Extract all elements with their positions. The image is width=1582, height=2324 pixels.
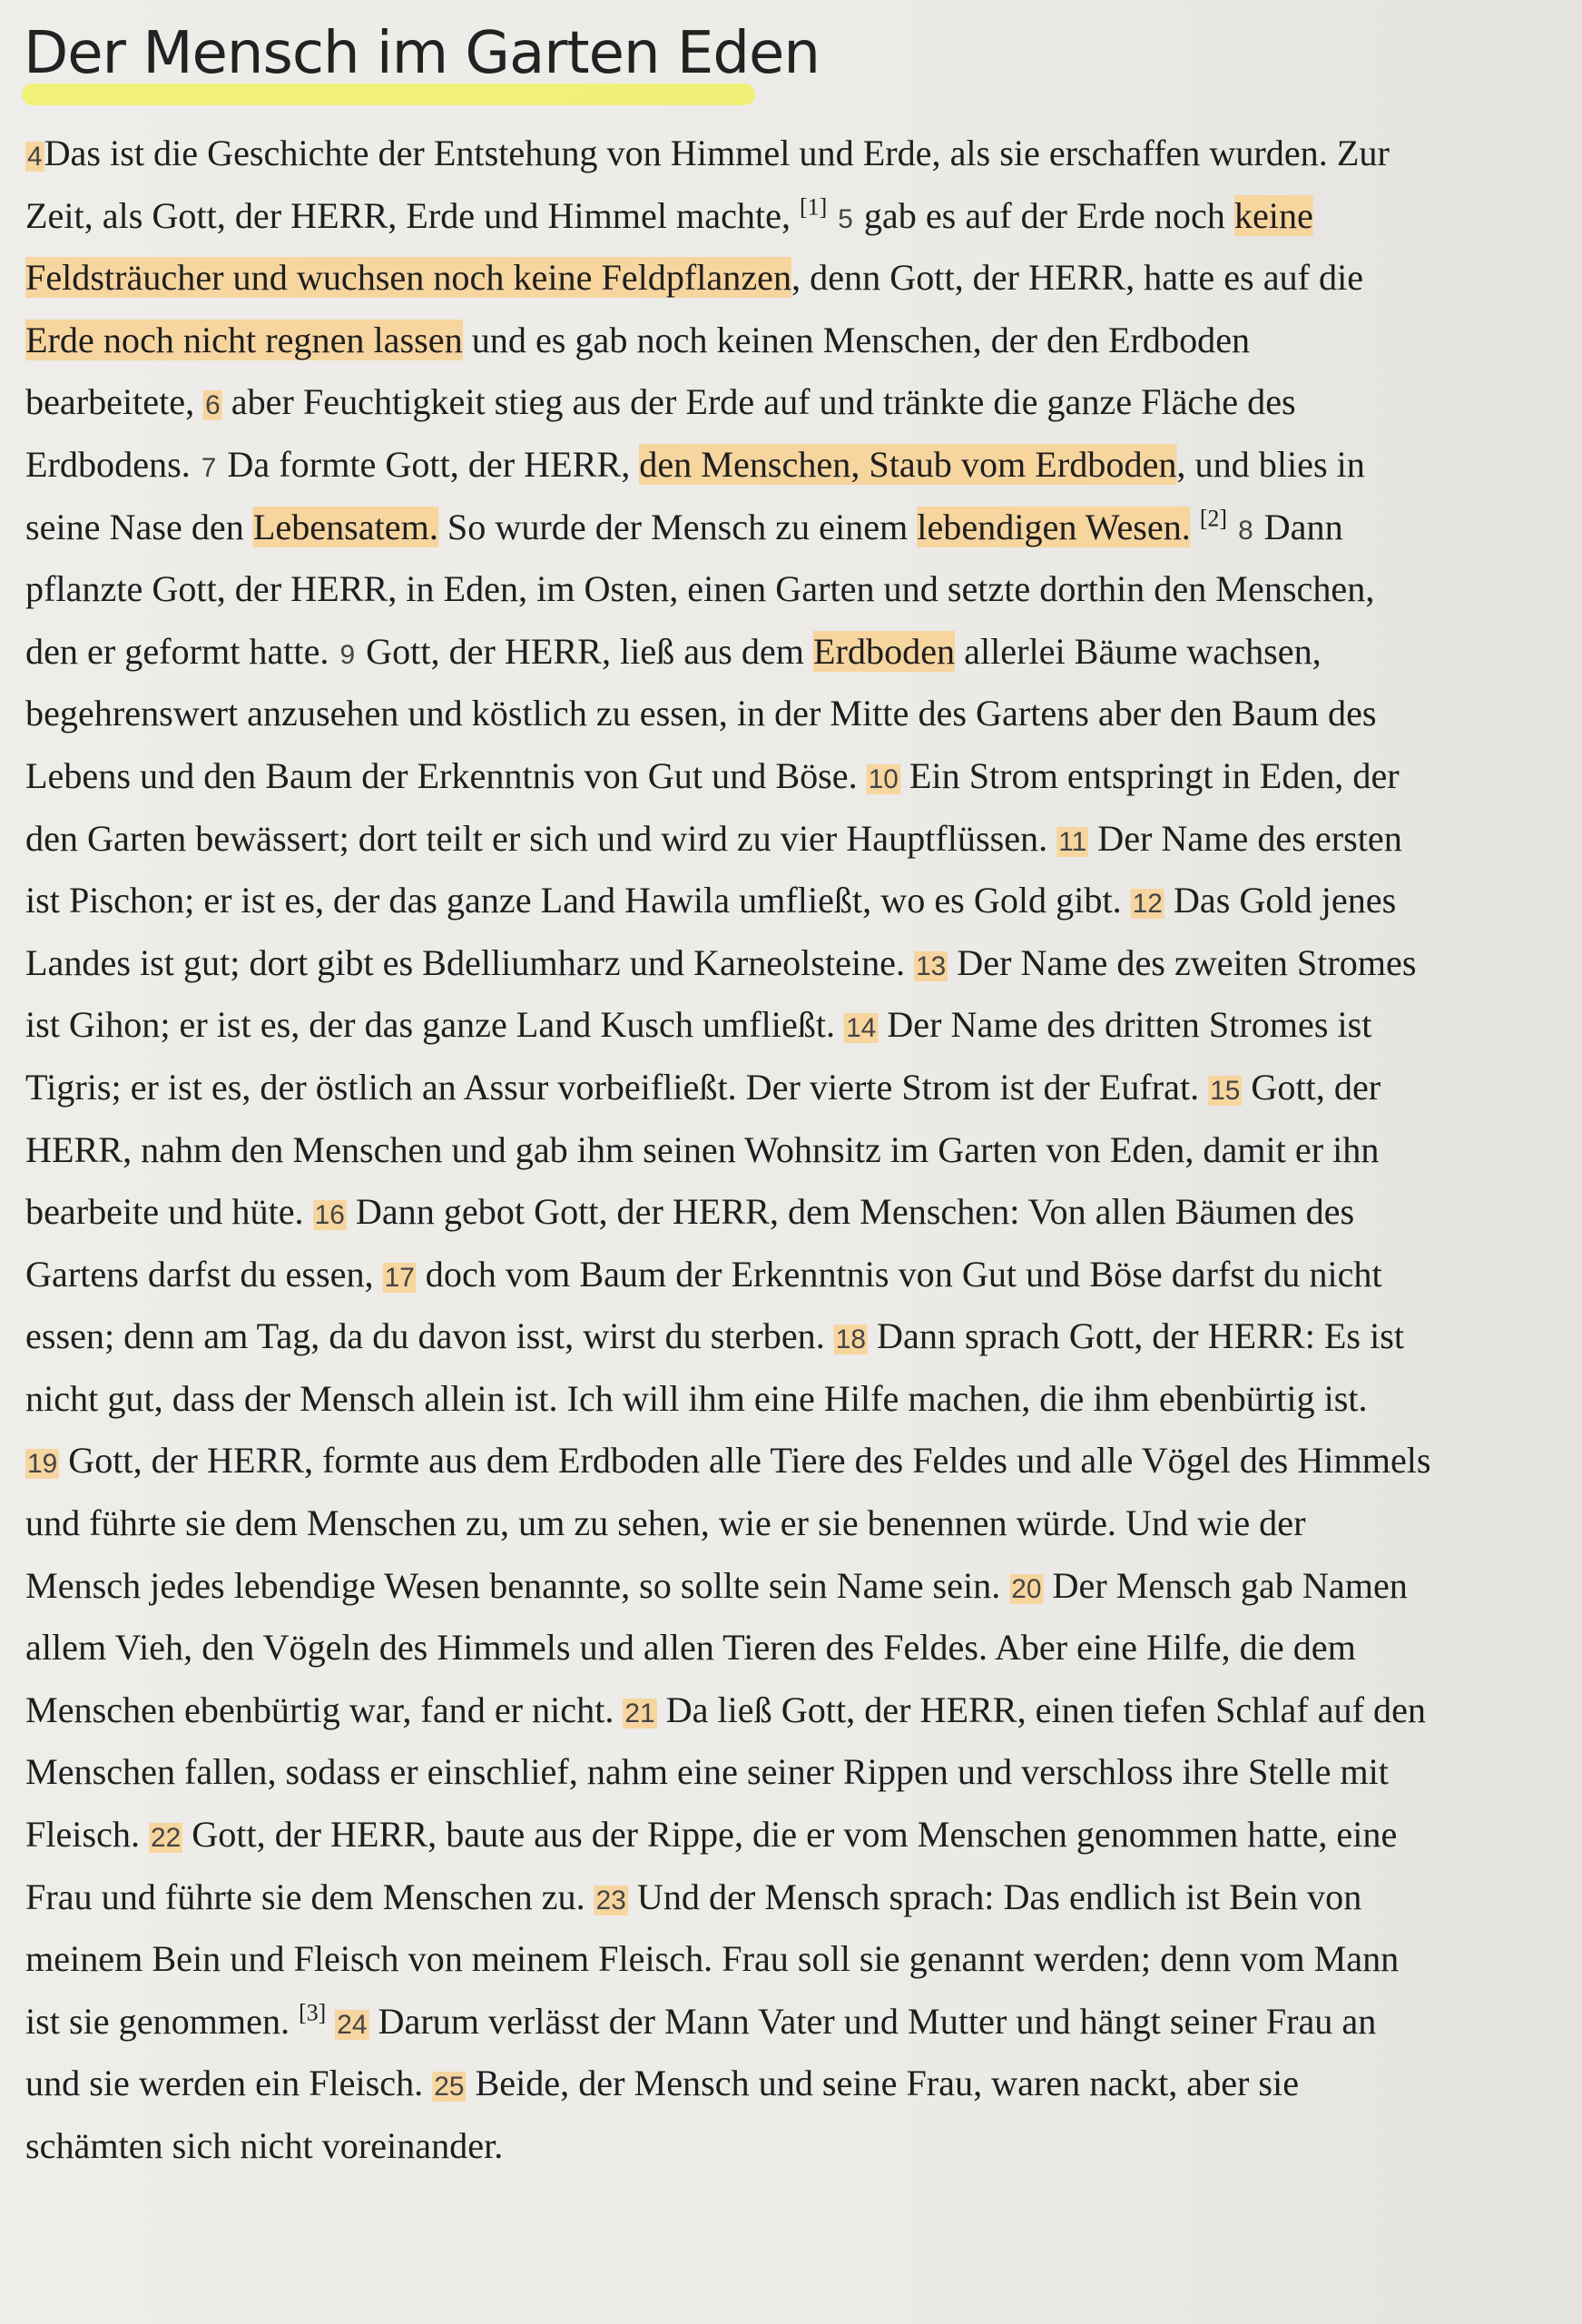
text-line — [25, 2053, 1559, 2115]
text-segment: und sie werden ein Fleisch. — [25, 2063, 433, 2104]
text-segment — [326, 2001, 335, 2042]
text-segment: Tigris; er ist es, der östlich an Assur vorbeifließt. Der vierte Strom ist der Eufrat. — [25, 1066, 1209, 1108]
verse-number: 16 — [314, 1200, 345, 1231]
text-line — [25, 123, 1559, 185]
text-segment: Menschen fallen, sodass er einschlief, nahm eine seiner Rippen und verschloss ihre Stelle mit — [25, 1751, 1389, 1793]
text-segment: ist sie genommen. — [25, 2000, 300, 2042]
text-segment: allem Vieh, den Vögeln des Himmels und allen Tieren des Feldes. Aber eine Hilfe, die dem — [25, 1627, 1356, 1669]
verse-number: 18 — [835, 1324, 866, 1355]
text-line — [25, 683, 1559, 745]
text-segment: Da formte Gott, der HERR, — [218, 443, 640, 485]
verse-number: 22 — [151, 1823, 182, 1854]
text-segment: Mensch jedes lebendige Wesen benannte, so sollte sein Name sein. — [25, 1564, 1010, 1606]
text-segment: Ein Strom entspringt in Eden, der — [899, 754, 1400, 796]
highlighted-text: lebendigen Wesen. — [917, 506, 1191, 547]
text-line — [25, 1368, 1559, 1431]
highlighted-text: Erdboden — [813, 630, 956, 672]
verse-number: 15 — [1210, 1075, 1241, 1106]
text-segment: So wurde der Mensch zu einem — [437, 506, 918, 547]
text-segment: essen; denn am Tag, da du davon isst, wirst du sterben. — [25, 1315, 834, 1357]
verse-number: 12 — [1132, 889, 1163, 920]
text-line — [25, 1928, 1559, 1991]
footnote-marker: [1] — [800, 193, 828, 221]
text-line — [25, 1430, 1559, 1492]
text-segment: Gartens darfst du essen, — [25, 1253, 383, 1295]
footnote-marker: [3] — [299, 1999, 327, 2026]
text-line — [25, 1244, 1559, 1306]
text-segment: Frau und führte sie dem Menschen zu. — [25, 1876, 594, 1917]
verse-number: 21 — [624, 1698, 655, 1728]
text-segment: Der Name des zweiten Stromes — [948, 941, 1417, 983]
text-line — [25, 1804, 1559, 1866]
text-segment: Der Name des ersten — [1088, 817, 1402, 859]
text-segment: ist Pischon; er ist es, der das ganze Land Hawila umfließt, wo es Gold gibt. — [25, 880, 1131, 921]
verse-number: 13 — [916, 950, 947, 981]
text-segment: Dann gebot Gott, der HERR, dem Menschen: Von allen Bäumen des — [346, 1191, 1355, 1233]
text-segment: Gott, der HERR, baute aus der Rippe, die er vom Menschen genommen hatte, eine — [182, 1814, 1398, 1856]
text-segment: Dann sprach Gott, der HERR: Es ist — [867, 1315, 1405, 1357]
text-segment: ist Gihon; er ist es, der das ganze Land Kusch umfließt. — [25, 1004, 845, 1046]
text-segment: schämten sich nicht voreinander. — [25, 2125, 504, 2166]
text-segment: und führte sie dem Menschen zu, um zu sehen, wie er sie benennen würde. Und wie der — [25, 1502, 1306, 1544]
text-segment: Der Name des dritten Stromes ist — [878, 1004, 1372, 1046]
text-segment: Darum verlässt der Mann Vater und Mutter und hängt seiner Frau an — [368, 2000, 1377, 2042]
text-segment — [1227, 507, 1236, 547]
highlighted-text: Lebensatem. — [252, 506, 438, 547]
text-segment — [1191, 507, 1200, 547]
text-line — [25, 371, 1559, 434]
text-segment: , und blies in — [1176, 443, 1365, 485]
verse-number: 20 — [1011, 1573, 1042, 1604]
verse-number: 19 — [26, 1449, 58, 1480]
text-segment: Menschen ebenbürtig war, fand er nicht. — [25, 1689, 624, 1730]
text-segment: Und der Mensch sprach: Das endlich ist Bein von — [627, 1876, 1362, 1917]
verse-number: 23 — [595, 1885, 626, 1915]
verse-number: 8 — [1238, 515, 1253, 546]
text-segment: aber Feuchtigkeit stieg aus der Erde auf und tränkte die ganze Fläche des — [221, 381, 1296, 423]
text-line — [25, 1679, 1559, 1742]
verse-number: 24 — [337, 2009, 368, 2040]
text-segment: meinem Bein und Fleisch von meinem Fleisch. Frau soll sie genannt werden; denn vom Mann — [25, 1938, 1400, 1980]
text-line — [25, 1617, 1559, 1679]
text-segment: Das Gold jenes — [1164, 880, 1397, 921]
text-line — [25, 558, 1559, 621]
text-line — [25, 1057, 1559, 1119]
text-line — [25, 1305, 1559, 1368]
text-segment: Fleisch. — [25, 1814, 150, 1856]
text-segment: nicht gut, dass der Mensch allein ist. Ich will ihm eine Hilfe machen, die ihm ebenbürtig ist. — [25, 1377, 1368, 1419]
text-line — [25, 1741, 1559, 1804]
text-segment: gab es auf der Erde noch — [854, 194, 1234, 236]
text-line — [25, 310, 1559, 372]
verse-number: 25 — [434, 2072, 465, 2102]
verse-number: 17 — [384, 1262, 415, 1293]
verse-number: 10 — [868, 763, 899, 794]
highlighted-text: Erde noch nicht regnen lassen — [25, 319, 463, 360]
text-segment: bearbeite und hüte. — [25, 1191, 313, 1233]
text-segment: Gott, der — [1242, 1066, 1381, 1108]
page-title: Der Mensch im Garten Eden — [24, 20, 820, 87]
text-line — [25, 1555, 1559, 1618]
text-segment: Lebens und den Baum der Erkenntnis von Gut und Böse. — [25, 754, 867, 796]
text-line — [25, 434, 1559, 497]
text-segment: , denn Gott, der HERR, hatte es auf die — [791, 257, 1364, 299]
footnote-marker: [2] — [1199, 505, 1228, 532]
text-line — [25, 808, 1559, 871]
text-segment: Der Mensch gab Namen — [1043, 1564, 1408, 1606]
text-line — [25, 870, 1559, 932]
text-line — [25, 185, 1559, 248]
text-segment: Beide, der Mensch und seine Frau, waren nackt, aber sie — [466, 2063, 1300, 2104]
verse-number: 4 — [26, 142, 43, 172]
text-segment: seine Nase den — [25, 506, 253, 547]
text-line — [25, 745, 1559, 808]
verse-number: 9 — [339, 639, 356, 670]
highlighted-text: Feldsträucher und wuchsen noch keine Feldpflanzen — [25, 257, 792, 299]
text-line — [25, 621, 1559, 684]
text-segment: Zeit, als Gott, der HERR, Erde und Himmel machte, — [25, 194, 801, 236]
text-line — [25, 1181, 1559, 1244]
text-line — [25, 1492, 1559, 1555]
verse-number: 7 — [201, 452, 217, 483]
bible-text — [25, 123, 1568, 2178]
text-line — [25, 247, 1559, 310]
verse-number: 11 — [1058, 826, 1087, 857]
text-segment: den Garten bewässert; dort teilt er sich und wird zu vier Hauptflüssen. — [25, 817, 1057, 859]
text-segment: begehrenswert anzusehen und köstlich zu essen, in der Mitte des Gartens aber den Baum des — [25, 693, 1377, 734]
verse-number: 14 — [846, 1013, 877, 1044]
text-segment: doch vom Baum der Erkenntnis von Gut und Böse darfst du nicht — [416, 1253, 1382, 1295]
text-segment: und es gab noch keinen Menschen, der den Erdboden — [462, 319, 1251, 360]
text-segment: Gott, der HERR, ließ aus dem — [357, 630, 814, 672]
text-segment: Da ließ Gott, der HERR, einen tiefen Schlaf auf den — [656, 1689, 1426, 1730]
highlighted-text: keine — [1233, 194, 1313, 236]
text-segment — [827, 195, 836, 236]
text-segment: den er geformt hatte. — [25, 630, 339, 672]
text-segment: pflanzte Gott, der HERR, in Eden, im Osten, einen Garten und setzte dorthin den Menschen, — [25, 568, 1375, 610]
verse-number: 5 — [838, 203, 853, 234]
text-line — [25, 2115, 1559, 2178]
text-segment: Das ist die Geschichte der Entstehung von Himmel und Erde, als sie erschaffen wurden. Zur — [44, 133, 1390, 173]
text-line — [25, 1119, 1559, 1182]
text-line — [25, 1866, 1559, 1929]
text-segment: bearbeitete, — [25, 381, 204, 423]
text-line — [25, 1991, 1559, 2053]
text-segment: Landes ist gut; dort gibt es Bdelliumharz und Karneolsteine. — [25, 941, 915, 983]
text-segment: HERR, nahm den Menschen und gab ihm seinen Wohnsitz im Garten von Eden, damit er ihn — [25, 1128, 1380, 1170]
verse-number: 6 — [205, 390, 221, 421]
highlighted-text: den Menschen, Staub vom Erdboden — [639, 443, 1177, 485]
text-line — [25, 497, 1559, 559]
text-segment: Gott, der HERR, formte aus dem Erdboden alle Tiere des Feldes und alle Vögel des Himmels — [59, 1440, 1431, 1482]
text-segment: Erdbodens. — [25, 443, 200, 485]
text-line — [25, 932, 1559, 995]
text-segment: Dann — [1254, 506, 1343, 547]
text-line — [25, 994, 1559, 1057]
text-segment: allerlei Bäume wachsen, — [955, 630, 1322, 672]
